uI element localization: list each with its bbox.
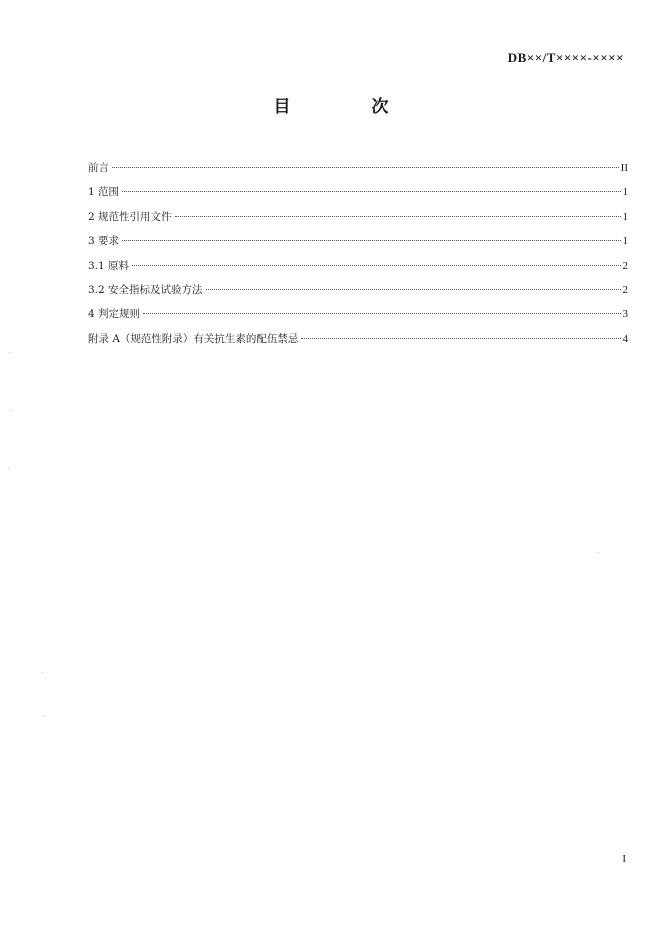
dot-leader: [175, 216, 621, 217]
toc-entry-label: 3.1 原料: [88, 259, 130, 272]
toc-entry-label: 2 规范性引用文件: [88, 210, 172, 223]
toc-entry-label: 3 要求: [88, 235, 120, 248]
toc-entry-label: 3.2 安全指标及试验方法: [88, 283, 203, 296]
scan-speck: [8, 468, 9, 469]
toc-list: [88, 156, 628, 351]
toc-entry-page: 3: [622, 308, 628, 321]
scan-speck: [42, 672, 43, 673]
dot-leader: [301, 338, 620, 339]
toc-entry-label: 1 范围: [88, 186, 120, 199]
toc-entry-page: 2: [622, 283, 628, 296]
toc-entry-page: 1: [622, 235, 628, 248]
toc-entry-label: 前言: [88, 162, 109, 174]
dot-leader: [143, 313, 620, 314]
scan-speck: [44, 716, 45, 717]
toc-entry-appendix-a[interactable]: [88, 327, 628, 351]
toc-entry-foreword[interactable]: [88, 156, 628, 180]
toc-entry-page: 1: [622, 186, 628, 199]
dot-leader: [112, 167, 619, 168]
toc-entry-requirements[interactable]: [88, 229, 628, 253]
toc-entry-page: 2: [622, 259, 628, 272]
toc-entry-safety-indicators[interactable]: [88, 278, 628, 302]
dot-leader: [122, 240, 620, 241]
dot-leader: [122, 191, 620, 192]
toc-entry-normative-references[interactable]: [88, 205, 628, 229]
toc-entry-page: 4: [622, 332, 628, 345]
toc-entry-page: II: [620, 162, 628, 174]
dot-leader: [206, 289, 621, 290]
standard-code: DB××/T××××-××××: [507, 50, 624, 65]
toc-entry-judgment-rules[interactable]: [88, 302, 628, 326]
toc-entry-scope[interactable]: [88, 180, 628, 204]
toc-entry-label: 4 判定规则: [88, 308, 141, 321]
dot-leader: [132, 265, 620, 266]
toc-entry-raw-materials[interactable]: [88, 254, 628, 278]
page-number: I: [622, 853, 626, 865]
toc-title: 目 次: [273, 97, 421, 117]
toc-entry-page: 1: [622, 210, 628, 223]
scan-speck: [598, 552, 599, 553]
toc-entry-label: 附录 A（规范性附录）有关抗生素的配伍禁忌: [88, 332, 299, 345]
scan-speck: [10, 410, 11, 411]
scan-speck: [9, 352, 10, 353]
